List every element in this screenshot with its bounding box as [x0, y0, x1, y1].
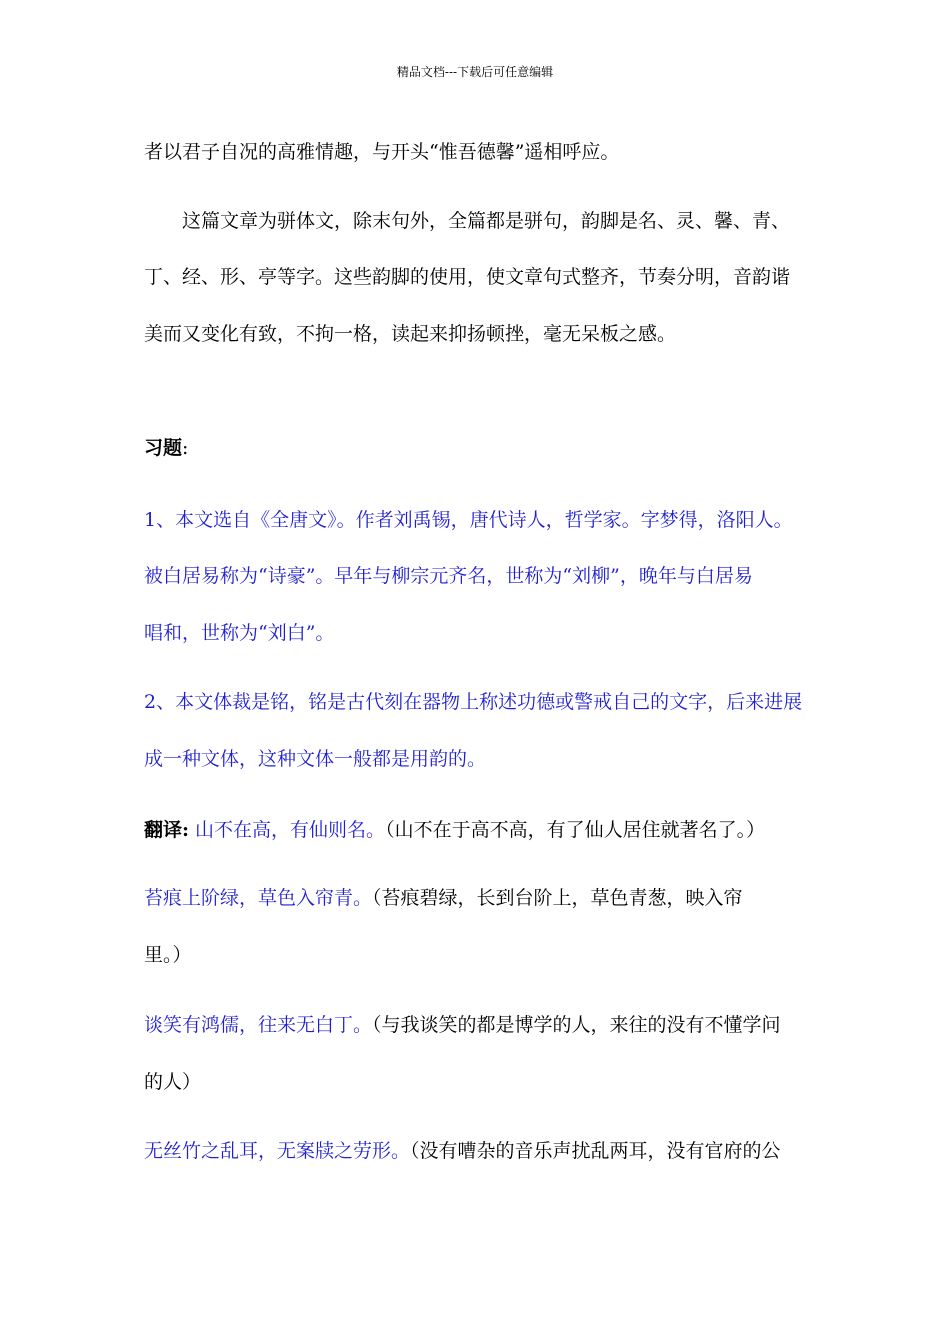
paragraph-line: 这篇文章为骈体文，除末句外，全篇都是骈句，韵脚是名、灵、馨、青、	[182, 210, 791, 232]
translation-line	[144, 818, 824, 842]
page-header: 精品文档---下载后可任意编辑	[396, 65, 554, 79]
translation-source: 山不在高，有仙则名。	[189, 819, 386, 841]
translation-source: 谈笑有鸿儒，往来无白丁。	[144, 1014, 373, 1036]
exercises-heading-colon: :	[182, 437, 189, 459]
translation-source: 苔痕上阶绿，草色入帘青。	[144, 887, 373, 909]
translation-gloss: （山不在于高不高，有了仙人居住就著名了。）	[385, 819, 766, 841]
paragraph-line: 丁、经、形、亭等字。这些韵脚的使用，使文章句式整齐，节奏分明，音韵谐	[144, 266, 791, 288]
translation-gloss: （与我谈笑的都是博学的人，来往的没有不懂学问	[372, 1014, 781, 1036]
translation-gloss: （苔痕碧绿，长到台阶上，草色青葱，映入帘	[372, 887, 743, 909]
paragraph-line: 美而又变化有致，不拘一格，读起来抑扬顿挫，毫无呆板之感。	[144, 323, 677, 345]
translation-source: 无丝竹之乱耳，无案牍之劳形。	[144, 1140, 411, 1162]
translation-line	[144, 886, 824, 910]
exercise-2-line: 2、本文体裁是铭，铭是古代刻在器物上称述功德或警戒自己的文字，后来进展	[144, 691, 803, 713]
exercise-2-line: 成一种文体，这种文体一般都是用韵的。	[144, 748, 487, 770]
exercise-1-line: 唱和，世称为“刘白”。	[144, 622, 335, 644]
translation-gloss: （没有嘈杂的音乐声扰乱两耳，没有官府的公	[410, 1140, 781, 1162]
exercises-heading	[144, 436, 824, 460]
translation-label: 翻译:	[144, 819, 190, 841]
exercise-1-line: 1、本文选自《全唐文》。作者刘禹锡，唐代诗人，哲学家。字梦得，洛阳人。	[144, 509, 793, 531]
exercise-1-line: 被白居易称为“诗豪”。早年与柳宗元齐名，世称为“刘柳”，晚年与白居易	[144, 565, 753, 587]
exercises-heading-label: 习题	[144, 437, 183, 459]
paragraph-line: 者以君子自况的高雅情趣，与开头“惟吾德馨”遥相呼应。	[144, 141, 620, 163]
translation-gloss-continuation: 里。）	[144, 944, 192, 966]
translation-line	[144, 1139, 824, 1163]
translation-line	[144, 1013, 824, 1037]
translation-gloss-continuation: 的人）	[144, 1071, 202, 1093]
